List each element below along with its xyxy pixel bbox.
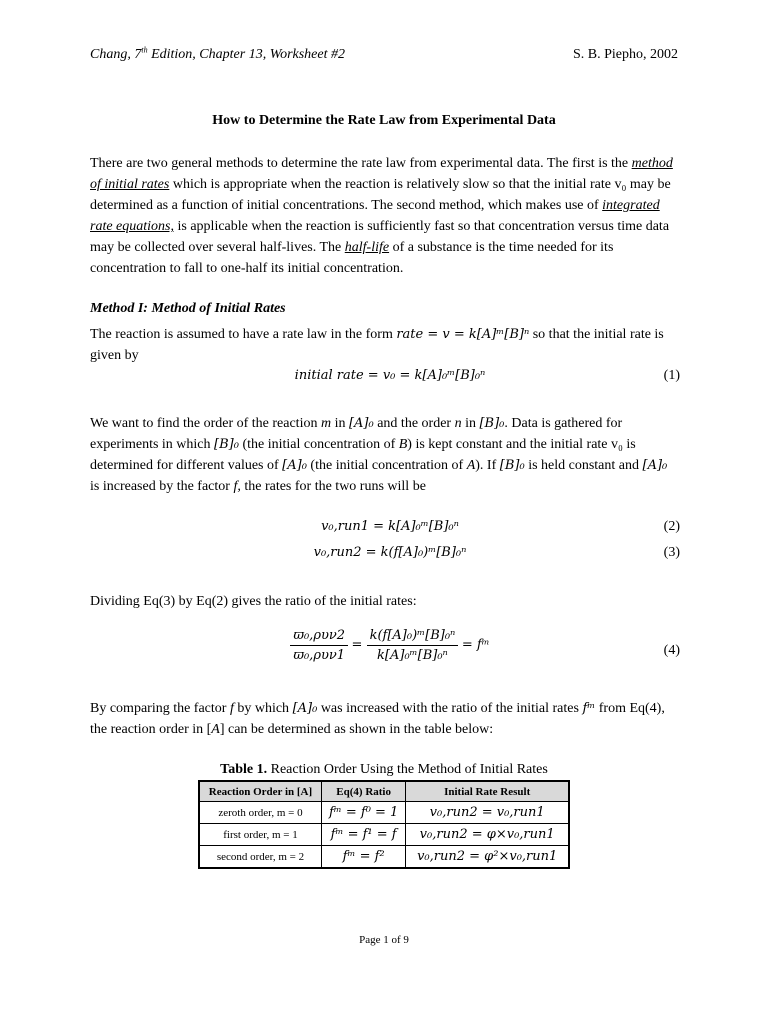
- equation-4: $\frac{\text{ϖ₀,ρυν2}}{\text{ϖ₀,ρυν1}}$ = $\frac{\text{k(f[A]₀)ᵐ[B]₀ⁿ}}{\text{k[A]₀ᵐ[B]₀ⁿ}}$ = fᵐ (4): [90, 628, 680, 676]
- table-cell: fᵐ = f¹ = f: [321, 824, 405, 846]
- table-row: [199, 846, 569, 869]
- half-life-term: half-life: [344, 240, 390, 255]
- page-title: How to Determine the Rate Law from Experimental Data: [212, 113, 556, 128]
- table-cell: second order, m = 2: [199, 846, 321, 869]
- order-paragraph: We want to find the order of the reaction m in [A]₀ and the order n in [B]₀. Data is gathered for experiments in which [B]₀ (the initial concentration of B) is kept constant and the initial rate v₀ is determined for different values of [A]₀ (the initial concentration of A). If [B]₀ is held constant and [A]₀ is increased by the factor f, the rates for the two runs will be: [90, 416, 668, 494]
- rate-ratio-fraction: $\frac{\text{ϖ₀,ρυν2}}{\text{ϖ₀,ρυν1}}$: [290, 628, 348, 663]
- table-header-cell: Reaction Order in [A]: [199, 781, 321, 802]
- table-cell: fᵐ = f⁰ = 1: [321, 802, 405, 824]
- table-cell: zeroth order, m = 0: [199, 802, 321, 824]
- equation-1: initial rate = v₀ = k[A]₀ᵐ[B]₀ⁿ (1): [294, 368, 680, 383]
- table-cell: fᵐ = f²: [321, 846, 405, 869]
- table-caption: Table 1. Reaction Order Using the Method of Initial Rates: [220, 762, 548, 777]
- table-cell: v₀,run2 = φ²×v₀,run1: [406, 846, 569, 869]
- method1-paragraph: The reaction is assumed to have a rate law in the form rate = v = k[A]ᵐ[B]ⁿ so that the initial rate is given by: [90, 327, 664, 363]
- page-number: Page 1 of 9: [359, 934, 409, 946]
- equation-2: v₀,run1 = k[A]₀ᵐ[B]₀ⁿ (2): [321, 519, 680, 534]
- method-initial-rates-term: method of initial rates: [90, 156, 673, 192]
- comparison-paragraph: By comparing the factor f by which [A]₀ was increased with the ratio of the initial rates fᵐ from Eq(4), the reaction order in [A] can be determined as shown in the table below:: [90, 701, 665, 737]
- table-cell: first order, m = 1: [199, 824, 321, 846]
- table-row: [199, 824, 569, 846]
- table-row: [199, 802, 569, 824]
- header-left: Chang, 7th Edition, Chapter 13, Worksheet #2: [90, 45, 345, 62]
- header-right: S. B. Piepho, 2002: [572, 47, 678, 62]
- rate-expression-fraction: $\frac{\text{k(f[A]₀)ᵐ[B]₀ⁿ}}{\text{k[A]₀ᵐ[B]₀ⁿ}}$: [367, 628, 459, 663]
- table-header-cell: Eq(4) Ratio: [321, 781, 405, 802]
- table-header-cell: Initial Rate Result: [406, 781, 569, 802]
- reaction-order-table: [198, 780, 570, 869]
- method1-heading: Method I: Method of Initial Rates: [90, 301, 286, 316]
- table-cell: v₀,run2 = φ×v₀,run1: [406, 824, 569, 846]
- table-header-row: [199, 781, 569, 802]
- rate-law-expression: rate = v = k[A]ᵐ[B]ⁿ: [396, 327, 530, 342]
- table-cell: v₀,run2 = v₀,run1: [406, 802, 569, 824]
- intro-paragraph: There are two general methods to determine the rate law from experimental data. The first is the method of initial rates which is appropriate when the reaction is relatively slow so that the initial rate v₀ may be determined as a function of initial concentrations. The second method, which makes use of integrated rate equations, is applicable when the reaction is sufficiently fast so that concentration versus time data may be collected over several half-lives. The half-life of a substance is the time needed for its concentration to fall to one-half its initial concentration.: [90, 156, 673, 276]
- integrated-rate-equations-term: integrated rate equations,: [90, 198, 660, 234]
- equation-3: v₀,run2 = k(f[A]₀)ᵐ[B]₀ⁿ (3): [313, 545, 680, 560]
- dividing-sentence: Dividing Eq(3) by Eq(2) gives the ratio of the initial rates:: [90, 594, 417, 609]
